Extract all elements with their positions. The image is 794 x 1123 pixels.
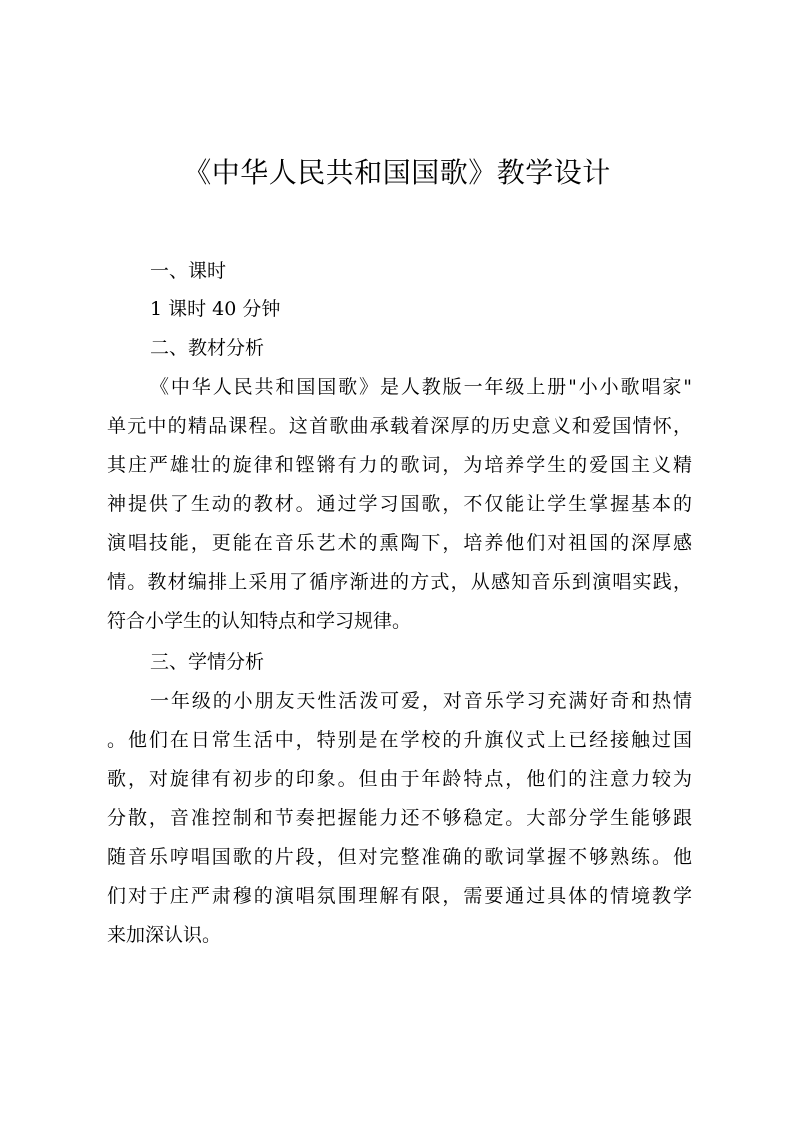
class-hours-text: 1 课时 40 分钟 <box>150 298 281 320</box>
paragraph-line: 单元中的精品课程。这首歌曲承载着深厚的历史意义和爱国情怀， <box>107 415 692 437</box>
paragraph-line: 来加深认识。 <box>107 924 222 946</box>
paragraph-line: 一年级的小朋友天性活泼可爱，对音乐学习充满好奇和热情 <box>150 690 692 712</box>
paragraph-line: 歌，对旋律有初步的印象。但由于年龄特点，他们的注意力较为 <box>107 768 692 790</box>
paragraph-line: 符合小学生的认知特点和学习规律。 <box>107 610 412 632</box>
paragraph-line: 其庄严雄壮的旋律和铿锵有力的歌词，为培养学生的爱国主义精 <box>107 454 692 476</box>
paragraph-line: 神提供了生动的教材。通过学习国歌，不仅能让学生掌握基本的 <box>107 493 692 515</box>
paragraph-line: 。他们在日常生活中，特别是在学校的升旗仪式上已经接触过国 <box>107 729 692 751</box>
document-title: 《中华人民共和国国歌》教学设计 <box>183 156 611 189</box>
section-heading-student-analysis: 三、学情分析 <box>150 651 265 673</box>
paragraph-line: 们对于庄严肃穆的演唱氛围理解有限，需要通过具体的情境教学 <box>107 885 692 907</box>
paragraph-line: 分散，音准控制和节奏把握能力还不够稳定。大部分学生能够跟 <box>107 807 692 829</box>
paragraph-line: 《中华人民共和国国歌》是人教版一年级上册"小小歌唱家" <box>150 376 692 398</box>
section-heading-class-hours: 一、课时 <box>150 260 227 282</box>
section-heading-textbook-analysis: 二、教材分析 <box>150 337 265 359</box>
paragraph-line: 情。教材编排上采用了循序渐进的方式，从感知音乐到演唱实践， <box>107 571 692 593</box>
paragraph-line: 演唱技能，更能在音乐艺术的熏陶下，培养他们对祖国的深厚感 <box>107 532 692 554</box>
paragraph-line: 随音乐哼唱国歌的片段，但对完整准确的歌词掌握不够熟练。他 <box>107 846 692 868</box>
